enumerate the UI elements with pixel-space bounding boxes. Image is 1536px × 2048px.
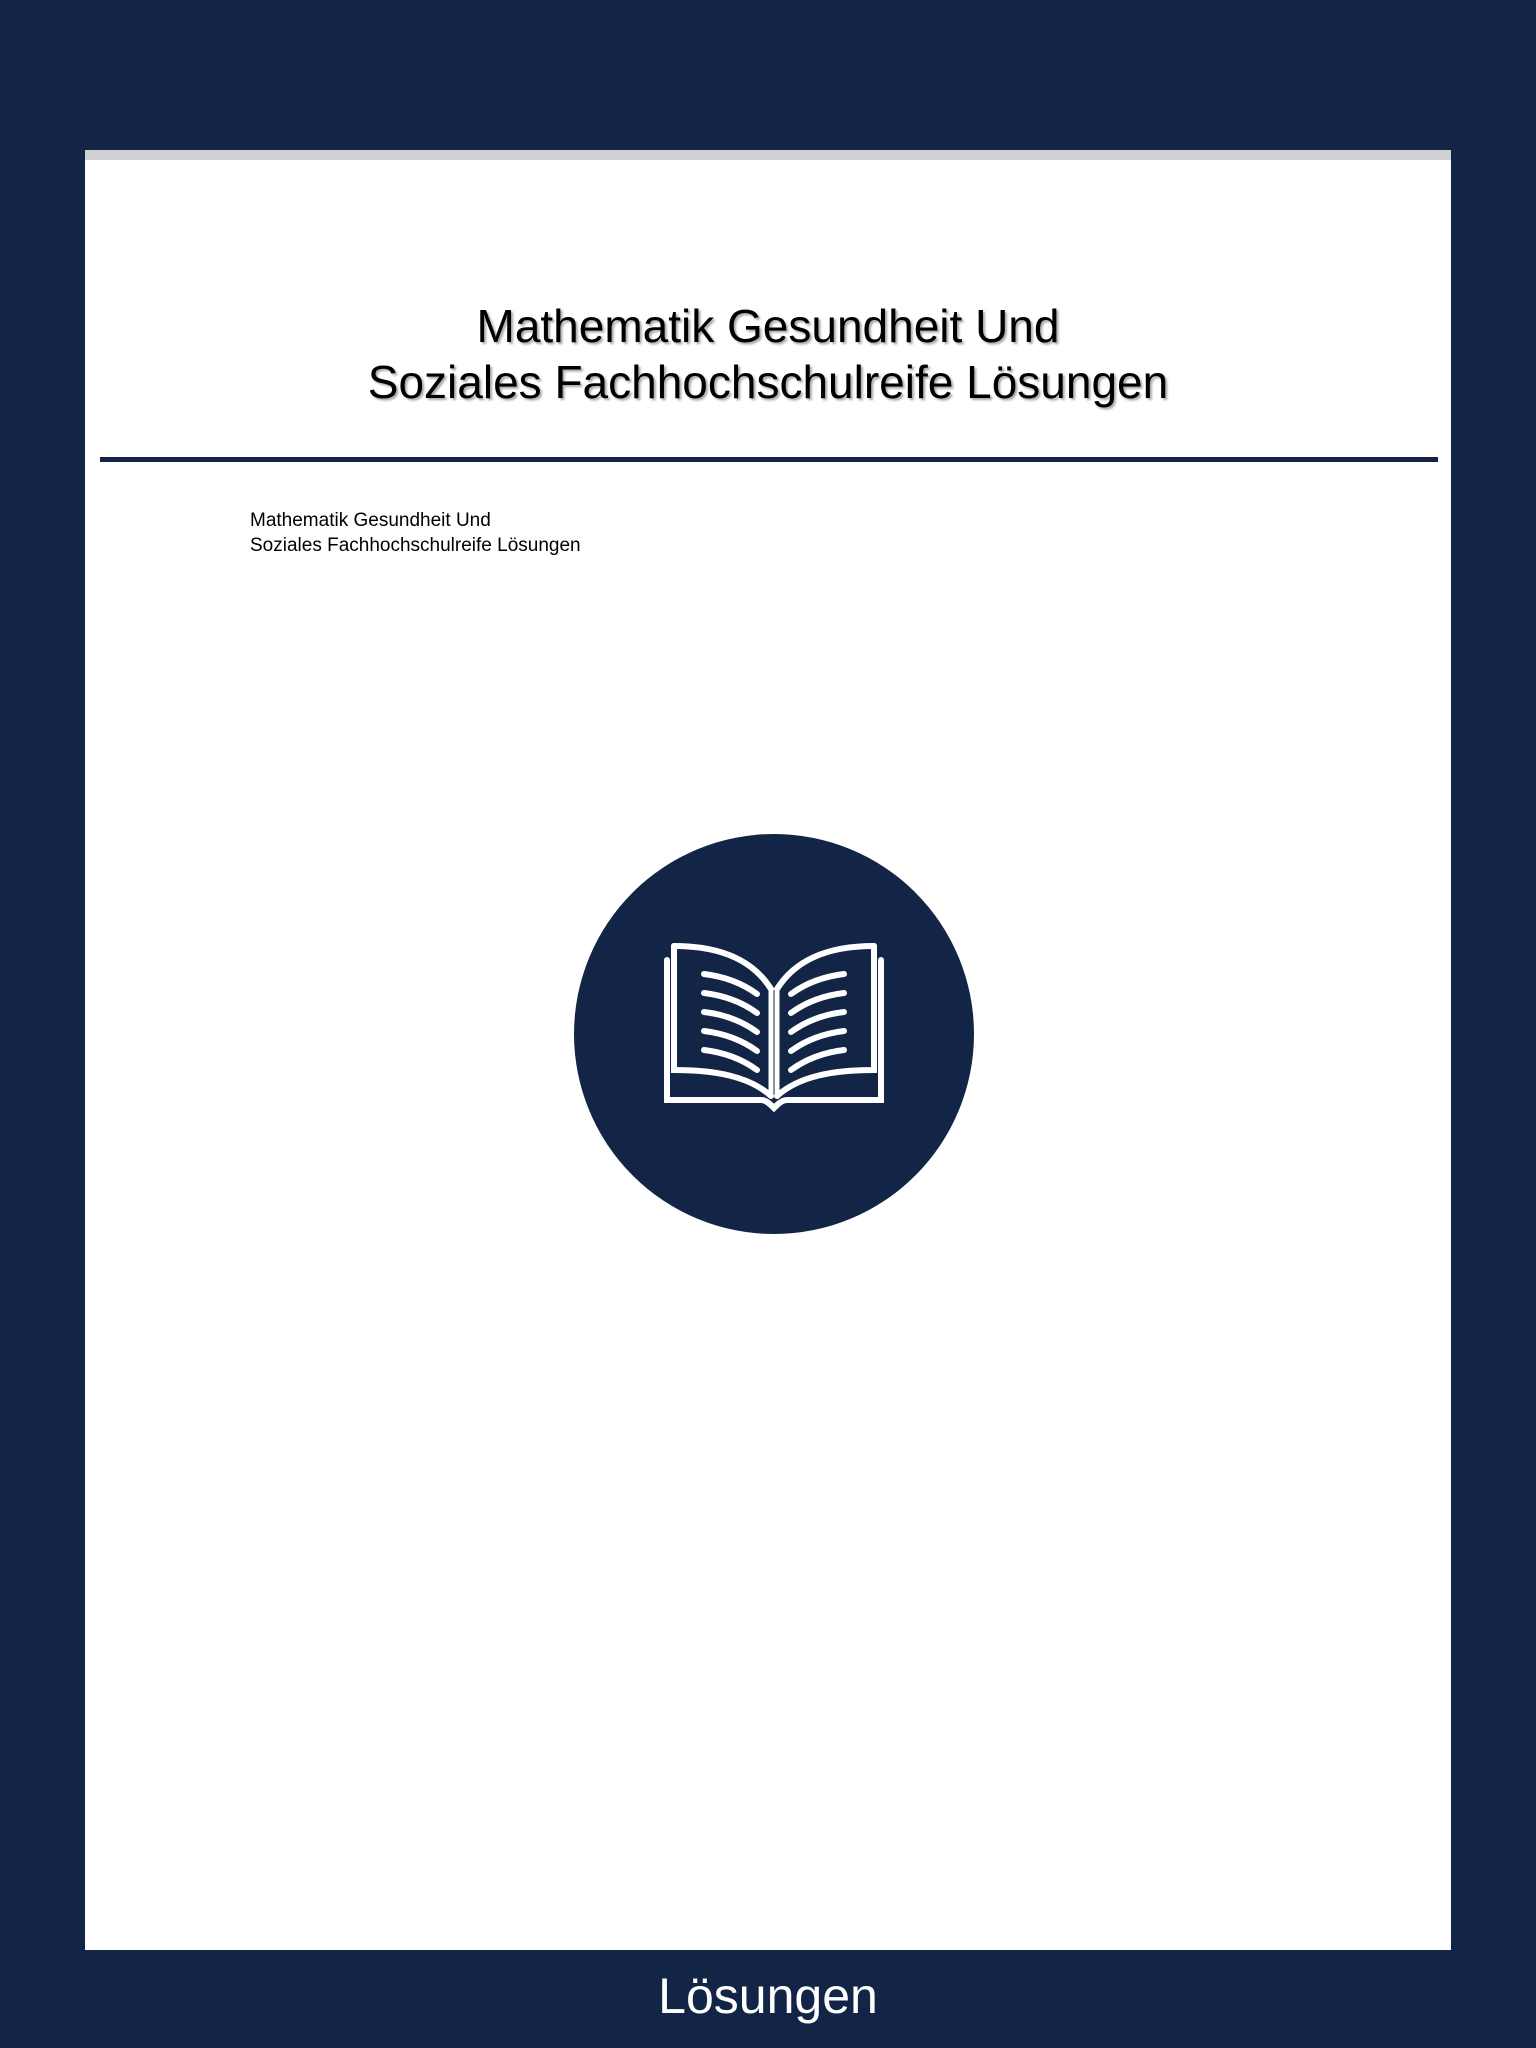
open-book-icon	[574, 834, 974, 1234]
cover-title-line-2: Soziales Fachhochschulreife Lösungen	[367, 356, 1169, 408]
cover-title	[85, 298, 1451, 410]
book-emblem	[574, 834, 974, 1234]
cover-subtitle-line-1: Mathematik Gesundheit Und	[250, 510, 491, 531]
cover-title-line-1: Mathematik Gesundheit Und	[476, 300, 1060, 352]
cover-subtitle-line-2: Soziales Fachhochschulreife Lösungen	[250, 535, 581, 556]
cover-subtitle	[250, 508, 581, 558]
cover-page	[85, 150, 1451, 1950]
footer-label: Lösungen	[658, 1968, 878, 2024]
cover-top-bar	[85, 150, 1451, 160]
title-divider	[100, 457, 1438, 462]
